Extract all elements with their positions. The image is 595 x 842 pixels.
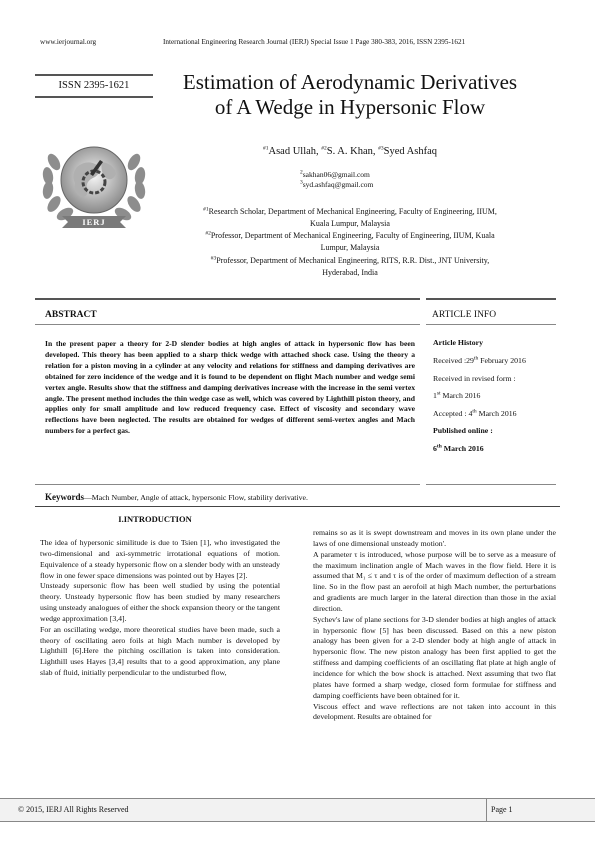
email-item: [300, 180, 373, 190]
author-1-sup: #1: [262, 145, 269, 152]
revised-text: 1: [433, 391, 437, 400]
affiliation-3: [160, 255, 540, 279]
revised-month: March 2016: [440, 391, 481, 400]
affiliation-1-line-2: Kuala Lumpur, Malaysia: [310, 219, 390, 228]
affiliation-1-sup: #1: [203, 206, 209, 213]
affiliation-3-sup: #3: [210, 255, 217, 262]
author-3-sup: #3: [378, 145, 384, 152]
affiliation-2-sup: #2: [205, 230, 211, 237]
author-2-sup: #2: [321, 145, 327, 152]
received-sup: th: [473, 355, 479, 362]
right-paragraph-2: A parameter τ is introduced, whose purpose will be to serve as a measure of the maximum inclination angle of Mach waves in the flow field. Here it is assumed that M₁ ≤ τ and τ is of the order of maximum deflection of a stream line. So in the flow past an aerofoil at high Mach number, the perturbations and gradients are much larger in the lateral direction than those in the axial direction.: [313, 549, 556, 613]
keywords: [45, 492, 555, 502]
left-paragraph-1: The idea of hypersonic similitude is due to Tsien [1], who investigated the two-dimensional and axi-symmetric irrotational equations of motion. Equivalence of a steady hypersonic flow on a slender body with an unsteady flow in one fewer space dimensions was pointed out by Hayes [2].: [40, 538, 280, 580]
left-paragraph-2: Unsteady supersonic flow has been well studied by using the potential theory. Unsteady hypersonic flow has been studied by many researchers using unsteady analogues of either the shock expansion theory or the tangent wedge approximation [3,4].: [40, 581, 280, 623]
right-paragraph-1: remains so as it is swept downstream and moves in its own plane under the laws of one dimensional unsteady motion'.: [313, 528, 556, 548]
accepted-month: March 2016: [476, 409, 517, 418]
accepted-text: Accepted : 4: [433, 409, 473, 418]
affiliation-2-line-1: Professor, Department of Mechanical Engineering, Faculty of Engineering, IIUM, Kuala: [210, 231, 495, 240]
received-month: February 2016: [478, 356, 526, 365]
accepted-sup: th: [472, 408, 477, 415]
footer-copyright: © 2015, IERJ All Rights Reserved: [18, 805, 129, 814]
journal-logo: [32, 132, 156, 234]
published-date: [433, 444, 484, 453]
right-paragraph-4: Viscous effect and wave reflections are not taken into account in this development. Results are obtained for: [313, 701, 556, 722]
keywords-divider: [35, 506, 560, 507]
left-column: [40, 538, 280, 679]
article-info-heading: ARTICLE INFO: [426, 298, 556, 325]
affiliation-2: [160, 230, 540, 254]
email-item: [300, 170, 373, 180]
published-sup: th: [436, 443, 442, 450]
logo-text: IERJ: [82, 217, 106, 227]
revised-date: [433, 391, 480, 400]
received-text: Received :29: [433, 356, 474, 365]
right-column: [313, 528, 556, 723]
header-site: www.ierjournal.org: [40, 38, 97, 46]
published-text: 6: [433, 444, 437, 453]
affiliation-1: [160, 206, 540, 230]
issn-box: ISSN 2395-1621: [35, 74, 153, 98]
revised-sup: st: [436, 390, 441, 397]
title-line-1: Estimation of Aerodynamic Derivatives: [182, 70, 518, 94]
intro-heading: I.INTRODUCTION: [118, 514, 192, 524]
keywords-text: —Mach Number, Angle of attack, hypersonic Flow, stability derivative.: [84, 493, 308, 502]
author-3-name: Syed Ashfaq: [383, 146, 437, 157]
accepted-date: [433, 409, 517, 418]
left-paragraph-3: For an oscillating wedge, more theoretical studies have been made, such a theory of oscillating aero foils at high Mach number is developed by Lighthill [6].Here the pitching oscillation is taken into consideration. Lighthill uses Hayes [3,4] results that to a good approximation, any plane slab of fluid, initially perpendicular to the undisturbed flow,: [40, 624, 280, 678]
author-2-name: S. A. Khan,: [326, 146, 379, 157]
article-history-label: Article History: [433, 338, 484, 347]
affiliation-3-line-2: Hyderabad, India: [322, 268, 378, 277]
affiliation-2-line-2: Lumpur, Malaysia: [320, 243, 380, 252]
email-2[interactable]: syd.ashfaq@gmail.com: [302, 180, 374, 189]
email-1[interactable]: sakhan06@gmail.com: [302, 170, 370, 179]
keywords-label: Keywords: [45, 492, 84, 502]
email-1-sup: 2: [300, 169, 303, 176]
published-label: Published online :: [433, 426, 493, 435]
abstract-heading: ABSTRACT: [35, 298, 420, 325]
abstract-text: In the present paper a theory for 2-D slender bodies at high angles of attack in hypersonic flow has been developed. This theory has been applied to a sharp thick wedge with attached shock case. Using the theory a relation for a piston moving in a cylinder at any velocity and relations for stiffness and damping derivatives are obtained for zero incidence of the wedge and it is found to be dependent on flight Mach number and wedge semi vertex angle. Results show that the stiffness and damping derivatives increase with the increase in the semi vertex angle. The present method includes the thin wedge case as well, which was covered by Lighthill piston theory, and applies only for small amplitude and low reduced frequency case. Effect of viscosity and secondary wave reflections have been neglected. The results are obtained for wedges of different semi-vertex angles and Mach numbers for a perfect gas.: [45, 339, 415, 436]
email-list: [300, 170, 373, 190]
author-1-name: Asad Ullah,: [268, 146, 322, 157]
paper-title: [160, 70, 540, 120]
right-paragraph-3: Sychev's law of plane sections for 3-D slender bodies at high angles of attack in hypersonic flow [5] has been discussed. Based on this a new piston analogy has been given for a 2-D slender body at high angle of attack in hypersonic flow. The new piston analogy has been first applied to get the stiffness and damping coefficients of an oscillating flat plate at high angle of incidence for which the bow shock is attached. Next assuming that two flat plates have formed a sharp wedge, closed form formulae for stiffness and damping coefficients have been obtained for it.: [313, 614, 556, 700]
author-line: [160, 146, 540, 157]
page-footer: [0, 798, 595, 822]
title-line-2: of A Wedge in Hypersonic Flow: [214, 95, 486, 119]
email-2-sup: 3: [300, 179, 303, 186]
revised-label: Received in revised form :: [433, 374, 516, 383]
header-journal: International Engineering Research Journal (IERJ) Special Issue 1 Page 380-383, 2016, ISSN 2395-1621: [163, 38, 466, 46]
affiliation-3-line-1: Professor, Department of Mechanical Engineering, RITS, R.R. Dist., JNT University,: [216, 256, 490, 265]
published-month: March 2016: [441, 444, 484, 453]
affiliation-1-line-1: Research Scholar, Department of Mechanical Engineering, Faculty of Engineering, IIUM,: [208, 207, 497, 216]
received-date: [433, 356, 526, 365]
footer-page: Page 1: [486, 799, 513, 821]
